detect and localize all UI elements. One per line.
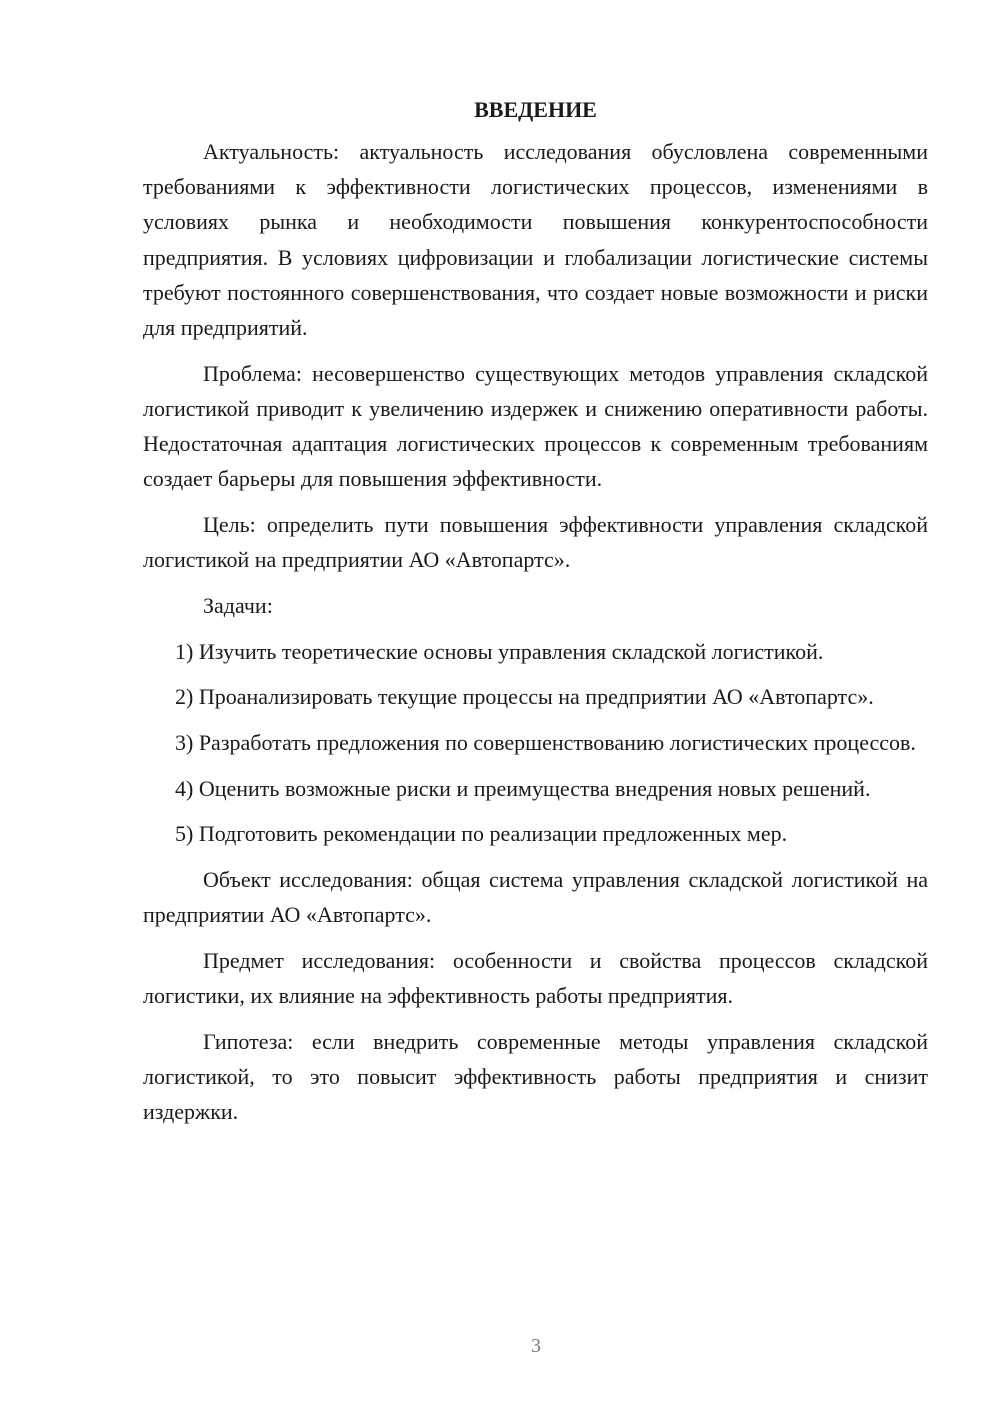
section-title: ВВЕДЕНИЕ	[474, 97, 597, 122]
tasks-heading: Задачи:	[203, 592, 273, 618]
subject-paragraph: Предмет исследования: особенности и свойства процессов складской логистики, их влияние на эффективность работы предприятия.	[143, 948, 928, 1009]
task-item-3: 3) Разработать предложения по совершенствованию логистических процессов.	[175, 730, 916, 756]
task-item-4: 4) Оценить возможные риски и преимущества внедрения новых решений.	[175, 775, 871, 801]
page-number: 3	[531, 1335, 541, 1357]
page-content	[143, 94, 928, 1140]
problem-paragraph: Проблема: несовершенство существующих методов управления складской логистикой приводит к увеличению издержек и снижению оперативности работы. Недостаточная адаптация логистических процессов к современным требованиям создает барьеры для повышения эффективности.	[143, 360, 928, 492]
relevance-paragraph: Актуальность: актуальность исследования обусловлена современными требованиями к эффективности логистических процессов, изменениями в условиях рынка и необходимости повышения конкурентоспособности предприятия. В условиях цифровизации и глобализации логистические системы требуют постоянного совершенствования, что создает новые возможности и риски для предприятий.	[143, 139, 928, 341]
goal-paragraph: Цель: определить пути повышения эффективности управления складской логистикой на предприятии АО «Автопартс».	[143, 512, 928, 573]
hypothesis-paragraph: Гипотеза: если внедрить современные методы управления складской логистикой, то это повысит эффективность работы предприятия и снизит издержки.	[143, 1028, 928, 1125]
task-item-5: 5) Подготовить рекомендации по реализации предложенных мер.	[175, 821, 788, 847]
task-item-2: 2) Проанализировать текущие процессы на предприятии АО «Автопартс».	[175, 684, 874, 710]
task-item-1: 1) Изучить теоретические основы управления складской логистикой.	[175, 638, 824, 664]
object-paragraph: Объект исследования: общая система управления складской логистикой на предприятии АО «Автопартс».	[143, 867, 928, 928]
